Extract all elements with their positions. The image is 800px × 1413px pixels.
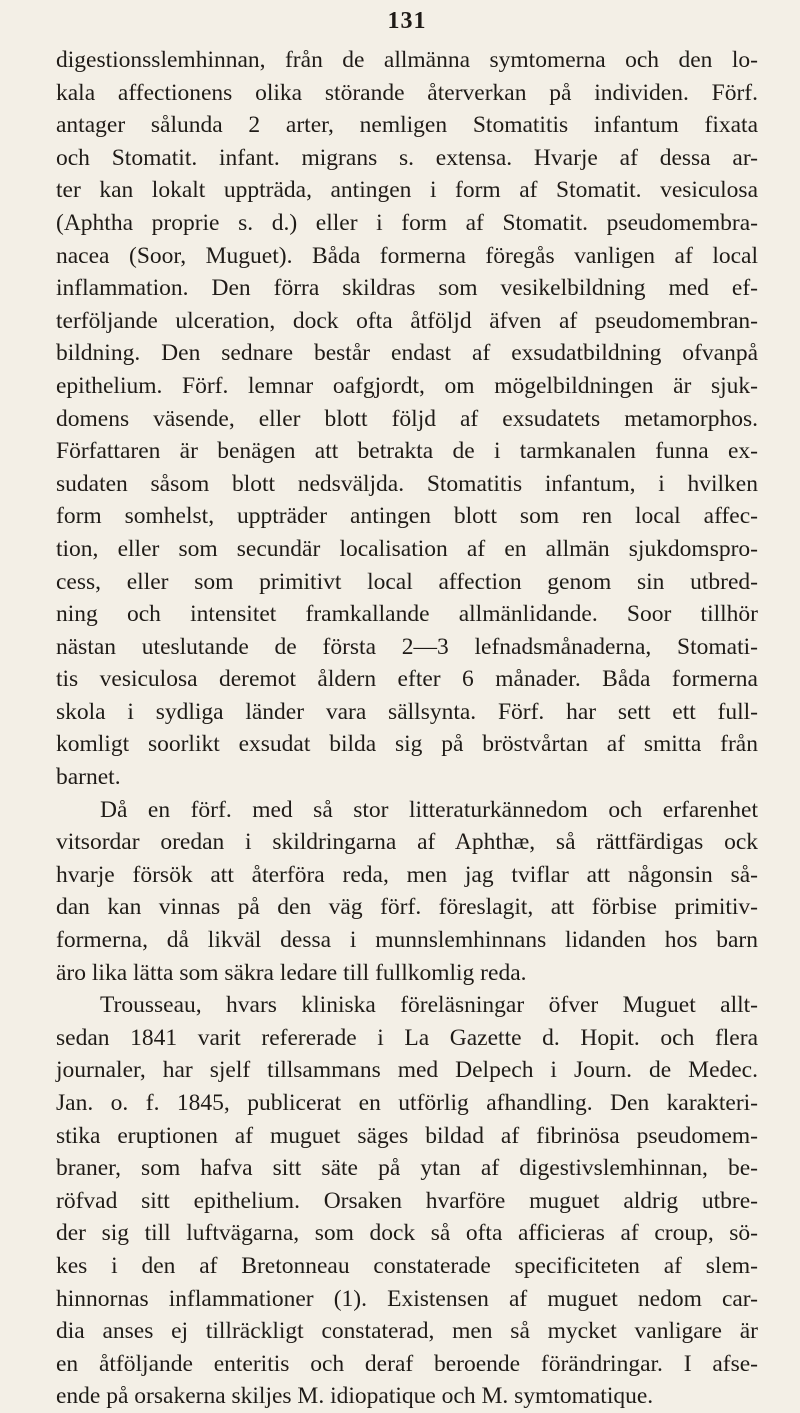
text-line: röfvad sitt epithelium. Orsaken hvarföre muguet aldrig utbre-	[56, 1187, 758, 1214]
text-line: domens väsende, eller blott följd af exsudatets metamorphos.	[56, 405, 758, 432]
paragraph-end-line: äro lika lätta som säkra ledare till fullkomlig reda.	[56, 959, 527, 986]
text-line: sudaten såsom blott nedsväljda. Stomatitis infantum, i hvilken	[56, 470, 758, 497]
text-line: hvarje försök att återföra reda, men jag tviflar att någonsin så-	[56, 861, 758, 888]
book-page	[56, 0, 758, 1410]
text-line: der sig till luftvägarna, som dock så ofta afficieras af croup, sö-	[56, 1220, 758, 1247]
text-line: nacea (Soor, Muguet). Båda formerna föregås vanligen af local	[56, 242, 758, 269]
text-line: cess, eller som primitivt local affection genom sin utbred-	[56, 568, 758, 595]
text-line: braner, som hafva sitt säte på ytan af digestivslemhinnan, be-	[56, 1155, 758, 1182]
text-line: hinnornas inflammationer (1). Existensen af muguet nedom car-	[56, 1285, 758, 1312]
text-line: kes i den af Bretonneau constaterade specificiteten af slem-	[56, 1252, 758, 1279]
text-line: formerna, då likväl dessa i munnslemhinnans lidanden hos barn	[56, 927, 758, 954]
text-line: bildning. Den sednare består endast af exsudatbildning ofvanpå	[56, 340, 758, 367]
text-line: tion, eller som secundär localisation af en allmän sjukdomspro-	[56, 535, 758, 562]
paragraph-end-line: barnet.	[56, 764, 121, 791]
text-line: epithelium. Förf. lemnar oafgjordt, om mögelbildningen är sjuk-	[56, 372, 758, 399]
body-text	[56, 44, 758, 1413]
page-number: 131	[387, 8, 427, 34]
text-line: terföljande ulceration, dock ofta åtföljd äfven af pseudomembran-	[56, 307, 758, 334]
text-line: tis vesiculosa deremot åldern efter 6 månader. Båda formerna	[56, 666, 758, 693]
text-line: ning och intensitet framkallande allmänlidande. Soor tillhör	[56, 601, 758, 628]
text-line: vitsordar oredan i skildringarna af Aphthæ, så rättfärdigas ock	[56, 829, 758, 856]
text-line: nästan uteslutande de första 2—3 lefnadsmånaderna, Stomati-	[56, 633, 758, 660]
text-line: och Stomatit. infant. migrans s. extensa. Hvarje af dessa ar-	[56, 144, 758, 171]
text-line: Jan. o. f. 1845, publicerat en utförlig afhandling. Den karakteri-	[56, 1090, 758, 1116]
text-line: kala affectionens olika störande återverkan på individen. Förf.	[56, 79, 758, 106]
paragraph-start-line: Då en förf. med så stor litteraturkännedom och erfarenhet	[100, 796, 758, 823]
text-line: dia anses ej tillräckligt constaterad, men så mycket vanligare är	[56, 1318, 758, 1345]
text-line: inflammation. Den förra skildras som vesikelbildning med ef-	[56, 275, 758, 302]
text-line: komligt soorlikt exsudat bilda sig på bröstvårtan af smitta från	[56, 731, 758, 758]
text-line: sedan 1841 varit refererade i La Gazette d. Hopit. och flera	[56, 1024, 758, 1051]
text-line: stika eruptionen af muguet säges bildad af fibrinösa pseudomem-	[56, 1122, 758, 1149]
text-line: (Aphtha proprie s. d.) eller i form af Stomatit. pseudomembra-	[56, 209, 758, 236]
text-line: dan kan vinnas på den väg förf. föreslagit, att förbise primitiv-	[56, 894, 758, 921]
text-line: Författaren är benägen att betrakta de i tarmkanalen funna ex-	[56, 438, 758, 465]
paragraph-start-line: Trousseau, hvars kliniska föreläsningar öfver Muguet allt-	[100, 992, 758, 1019]
text-line: en åtföljande enteritis och deraf beroende förändringar. I afse-	[56, 1350, 758, 1377]
text-line: ter kan lokalt uppträda, antingen i form af Stomatit. vesiculosa	[56, 177, 758, 204]
text-line: digestionsslemhinnan, från de allmänna symtomerna och den lo-	[56, 47, 758, 73]
text-line: journaler, har sjelf tillsammans med Delpech i Journ. de Medec.	[56, 1057, 758, 1084]
text-line: form somhelst, uppträder antingen blott som ren local affec-	[56, 503, 758, 530]
text-line: skola i sydliga länder vara sällsynta. Förf. har sett ett full-	[56, 698, 758, 725]
text-line: antager sålunda 2 arter, nemligen Stomatitis infantum fixata	[56, 112, 758, 139]
paragraph-end-line: ende på orsakerna skiljes M. idiopatique och M. symtomatique.	[56, 1383, 654, 1410]
